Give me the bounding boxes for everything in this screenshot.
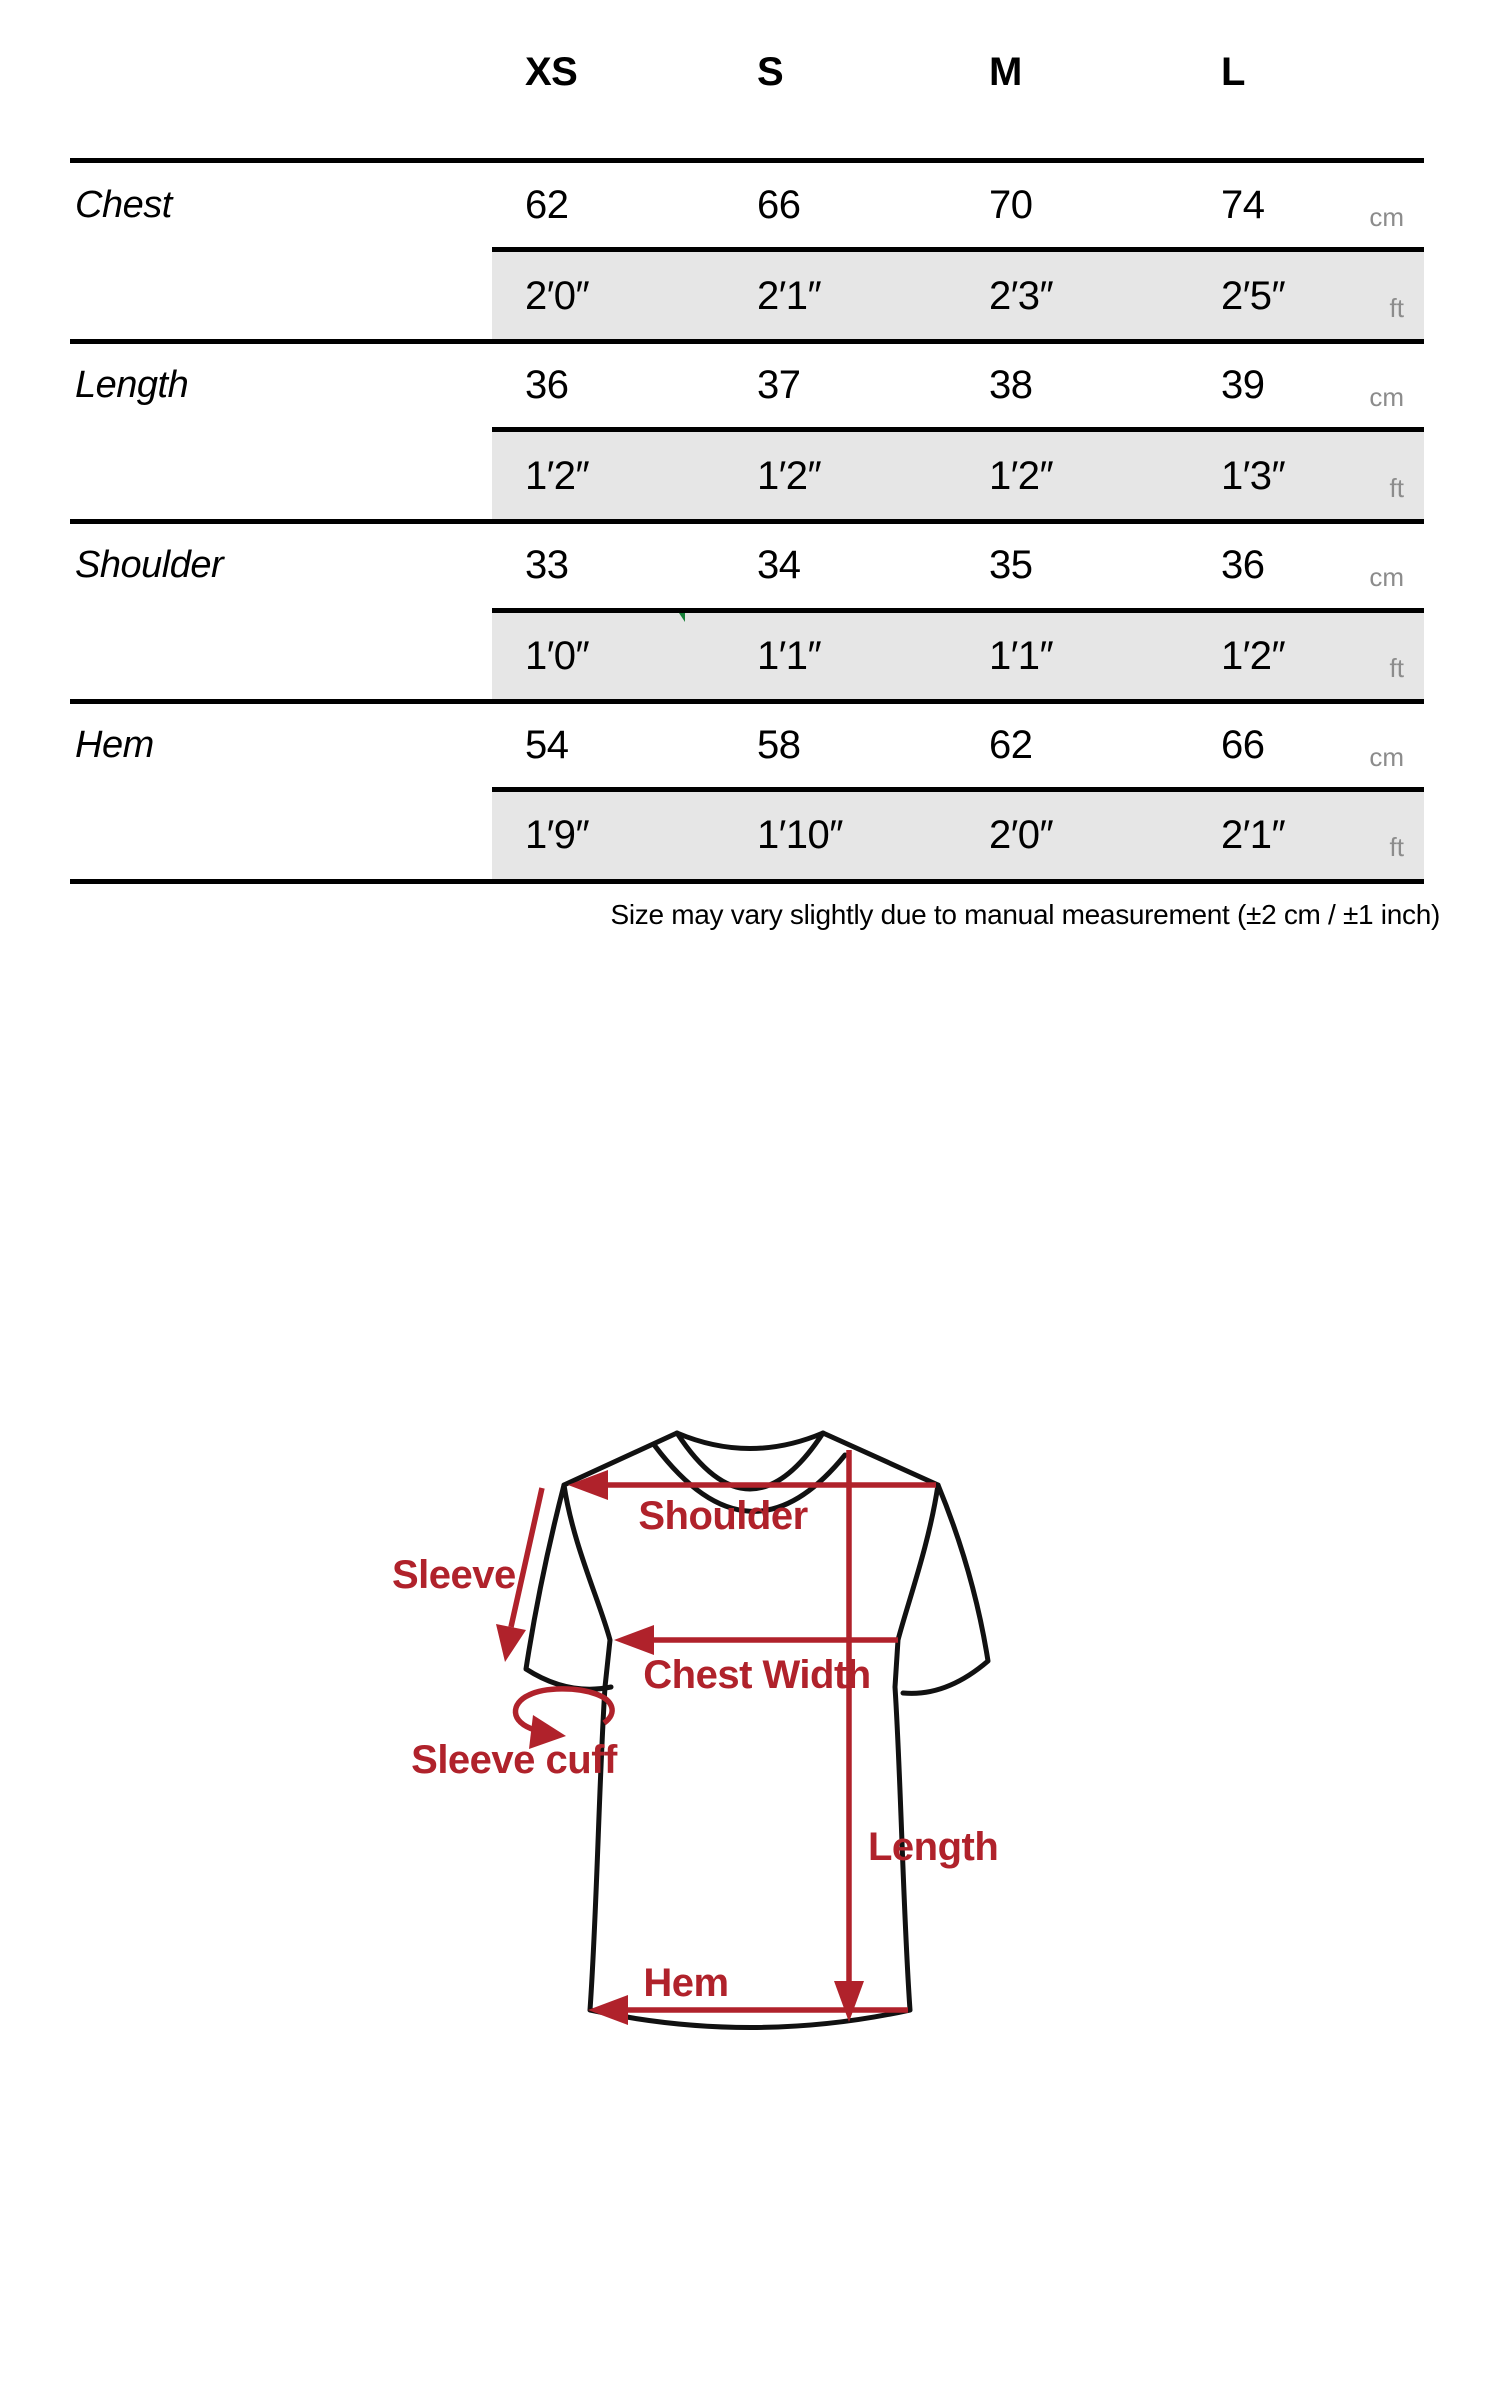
tshirt-right-sleeve <box>903 1485 988 1693</box>
length-ft-m: 1′2″ <box>989 454 1054 498</box>
length-cm-m: 38 <box>989 363 1033 407</box>
chest-ft-m: 2′3″ <box>989 274 1054 318</box>
length-ft-s: 1′2″ <box>757 454 822 498</box>
row-label-chest: Chest <box>75 184 172 226</box>
rule-shoulder-mid <box>492 608 1424 613</box>
shoulder-cm-xs: 33 <box>525 543 569 587</box>
chest-ft-s: 2′1″ <box>757 274 822 318</box>
chest-width-label: Chest Width <box>643 1653 871 1697</box>
unit-ft: ft <box>1389 473 1404 503</box>
chest-cm-xs: 62 <box>525 183 569 227</box>
length-ft-l: 1′3″ <box>1221 454 1286 498</box>
rule-length-mid <box>492 427 1424 432</box>
unit-ft: ft <box>1389 653 1404 683</box>
size-header-m: M <box>989 50 1022 94</box>
shoulder-ft-l: 1′2″ <box>1221 634 1286 678</box>
sleeve-cuff-label: Sleeve cuff <box>411 1738 617 1782</box>
unit-cm: cm <box>1369 202 1404 232</box>
sleeve-cuff-loop <box>515 1689 612 1730</box>
sleeve-arrowhead <box>496 1624 526 1662</box>
rule-length-bottom <box>70 519 1424 524</box>
chest-ft-xs: 2′0″ <box>525 274 590 318</box>
unit-ft: ft <box>1389 832 1404 862</box>
measurement-disclaimer: Size may vary slightly due to manual measurement (±2 cm / ±1 inch) <box>610 899 1440 930</box>
shoulder-ft-m: 1′1″ <box>989 634 1054 678</box>
row-label-length: Length <box>75 364 189 406</box>
shoulder-cm-l: 36 <box>1221 543 1265 587</box>
unit-cm: cm <box>1369 382 1404 412</box>
length-label: Length <box>868 1825 999 1869</box>
unit-ft: ft <box>1389 293 1404 323</box>
chest-cm-l: 74 <box>1221 183 1265 227</box>
unit-cm: cm <box>1369 562 1404 592</box>
length-cm-l: 39 <box>1221 363 1265 407</box>
unit-cm: cm <box>1369 742 1404 772</box>
rule-hem-mid <box>492 787 1424 792</box>
length-arrowhead <box>834 1981 864 2022</box>
chest-cm-m: 70 <box>989 183 1033 227</box>
tshirt-measurement-diagram <box>280 1360 1100 2100</box>
hem-cm-m: 62 <box>989 723 1033 767</box>
shoulder-label: Shoulder <box>638 1494 808 1538</box>
rule-chest-bottom <box>70 339 1424 344</box>
rule-chest-mid <box>492 247 1424 252</box>
size-header-xs: XS <box>525 50 578 94</box>
hem-ft-s: 1′10″ <box>757 813 843 857</box>
size-header-l: L <box>1221 50 1245 94</box>
shoulder-ft-s: 1′1″ <box>757 634 822 678</box>
rule-under-header <box>70 158 1424 163</box>
row-label-shoulder: Shoulder <box>75 544 224 586</box>
sleeve-label: Sleeve <box>392 1553 516 1597</box>
shoulder-ft-xs: 1′0″ <box>525 634 590 678</box>
length-ft-xs: 1′2″ <box>525 454 590 498</box>
size-header-s: S <box>757 50 784 94</box>
hem-cm-s: 58 <box>757 723 801 767</box>
hem-arrowhead <box>588 1995 628 2025</box>
chest-ft-l: 2′5″ <box>1221 274 1286 318</box>
rule-hem-bottom <box>70 879 1424 884</box>
rule-shoulder-bottom <box>70 699 1424 704</box>
chest-cm-s: 66 <box>757 183 801 227</box>
length-cm-xs: 36 <box>525 363 569 407</box>
hem-ft-m: 2′0″ <box>989 813 1054 857</box>
hem-ft-l: 2′1″ <box>1221 813 1286 857</box>
row-label-hem: Hem <box>75 724 154 766</box>
shoulder-cm-s: 34 <box>757 543 801 587</box>
hem-cm-l: 66 <box>1221 723 1265 767</box>
green-tick-artifact <box>679 613 685 622</box>
hem-cm-xs: 54 <box>525 723 569 767</box>
shoulder-cm-m: 35 <box>989 543 1033 587</box>
chest-width-arrowhead <box>614 1625 654 1655</box>
length-cm-s: 37 <box>757 363 801 407</box>
hem-label: Hem <box>643 1961 729 2005</box>
hem-ft-xs: 1′9″ <box>525 813 590 857</box>
